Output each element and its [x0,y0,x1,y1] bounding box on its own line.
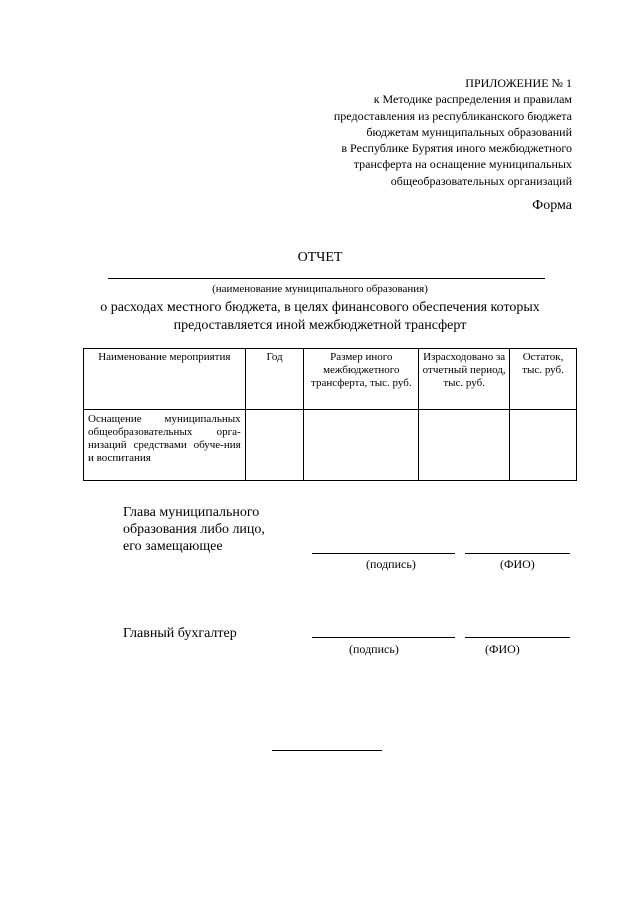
accountant-fio-caption: (ФИО) [485,642,520,656]
table-cell: Оснащение муниципальных общеобразовательных орга-низаций средствами обуче-ния и воспитания [84,410,246,481]
head-signature-caption: (подпись) [366,557,416,571]
head-fio-caption: (ФИО) [500,557,535,571]
column-header-transfer-amount: Размер иного межбюджетного трансферта, тыс. руб. [304,349,419,410]
accountant-signature-line [312,637,455,638]
appendix-line: в Республике Бурятия иного межбюджетного [341,141,572,156]
table-cell [510,410,577,481]
form-label: Форма [532,198,572,213]
appendix-header [334,75,572,189]
report-subtitle-line: предоставляется иной межбюджетной трансферт [173,318,467,333]
appendix-line: общеобразовательных организаций [390,173,572,188]
appendix-line: бюджетам муниципальных образований [366,124,572,139]
table-cell [245,410,304,481]
head-signature-line [312,553,455,554]
chief-accountant-label: Главный бухгалтер [123,626,237,641]
appendix-line: к Методике распределения и правилам [373,92,572,107]
report-table [83,348,577,481]
head-label-line: образования либо лицо, [123,522,265,537]
column-header-activity: Наименование мероприятия [84,349,246,410]
report-subtitle [0,299,640,335]
accountant-signature-caption: (подпись) [349,642,399,656]
head-label-line: Глава муниципального [123,505,260,520]
report-subtitle-line: о расходах местного бюджета, в целях финансового обеспечения которых [100,300,540,315]
head-label-line: его замещающее [123,539,223,554]
accountant-fio-line [465,637,570,638]
appendix-line: предоставления из республиканского бюджета [333,108,572,123]
municipality-name-caption: (наименование муниципального образования) [212,283,428,295]
table-cell [419,410,510,481]
closing-separator-line [272,750,382,751]
table-row [84,410,577,481]
head-signatory-label [123,504,265,555]
head-fio-line [465,553,570,554]
column-header-balance: Остаток, тыс. руб. [510,349,577,410]
municipality-name-line [108,278,545,279]
report-title: ОТЧЕТ [297,250,343,265]
column-header-spent: Израсходовано за отчетный период, тыс. руб. [419,349,510,410]
appendix-line: трансферта на оснащение муниципальных [353,157,572,172]
table-header-row [84,349,577,410]
column-header-year: Год [245,349,304,410]
appendix-line: ПРИЛОЖЕНИЕ № 1 [465,76,572,90]
table-cell [304,410,419,481]
